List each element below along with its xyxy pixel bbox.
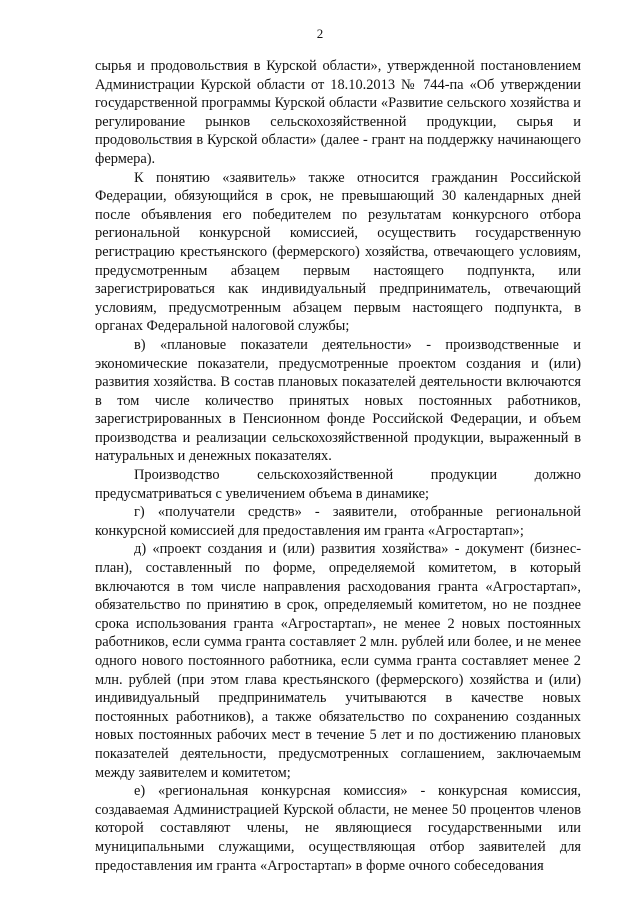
paragraph-production-dynamics: Производство сельскохозяйственной продукции должно предусматриваться с увеличением объема в динамике; bbox=[95, 467, 581, 502]
paragraph-recipients: г) «получатели средств» - заявители, отобранные региональной конкурсной комиссией для предоставления им гранта «Агростартап»; bbox=[95, 504, 581, 539]
page-number: 2 bbox=[316, 26, 324, 41]
paragraph-applicant-concept: К понятию «заявитель» также относится гражданин Российской Федерации, обязующийся в срок, не превышающий 30 календарных дней после объявления его победителем по результатам конкурсного отбора региональной конкурсной комиссией, осуществить государственную регистрацию крестьянского (фермерского) хозяйства, отвечающего условиям, предусмотренным абзацем первым настоящего подпункта, или зарегистрироваться как индивидуальный предприниматель, отвечающий условиям, предусмотренным абзацем первым настоящего подпункта, в органах Федеральной налоговой службы; bbox=[95, 169, 581, 335]
paragraph-business-plan: д) «проект создания и (или) развития хозяйства» - документ (бизнес-план), составленный по форме, определяемой комитетом, в который включаются в том числе направления расходования гранта «Агростартап», обязательство по принятию в срок, определяемый комитетом, но не позднее срока использования гранта «Агростартап», не менее 2 новых постоянных работников, если сумма гранта составляет 2 млн. рублей или более, и не менее одного нового постоянного работника, если сумма гранта составляет менее 2 млн. рублей (при этом глава крестьянского (фермерского) хозяйства и (или) индивидуальный предприниматель учитываются в качестве новых постоянных работников), а также обязательство по сохранению созданных новых постоянных рабочих мест в течение 5 лет и по достижению плановых показателей деятельности, предусмотренных соглашением, заключаемым между заявителем и комитетом; bbox=[95, 541, 581, 781]
paragraph-regional-commission: е) «региональная конкурсная комиссия» - конкурсная комиссия, создаваемая Администрацией Курской области, не менее 50 процентов членов которой составляют члены, не являющиеся государственными или муниципальными служащими, осуществляющая отбор заявителей для предоставления им гранта «Агростартап» в форме очного собеседования bbox=[95, 783, 581, 874]
paragraph-planned-indicators: в) «плановые показатели деятельности» - производственные и экономические показатели, предусмотренные проектом создания и (или) развития хозяйства. В состав плановых показателей деятельности включаются в том числе количество принятых новых постоянных работников, зарегистрированных в Пенсионном фонде Российской Федерации, и объем производства и реализации сельскохозяйственной продукции, выраженный в натуральных и денежных показателях. bbox=[95, 336, 581, 465]
paragraph-grant-definition-end: сырья и продовольствия в Курской области», утвержденной постановлением Администрации Курской области от 18.10.2013 № 744-па «Об утверждении государственной программы Курской области «Развитие сельского хозяйства и регулирование рынков сельскохозяйственной продукции, сырья и продовольствия в Курской области» (далее - грант на поддержку начинающего фермера). bbox=[95, 58, 581, 167]
document-body bbox=[95, 57, 581, 875]
